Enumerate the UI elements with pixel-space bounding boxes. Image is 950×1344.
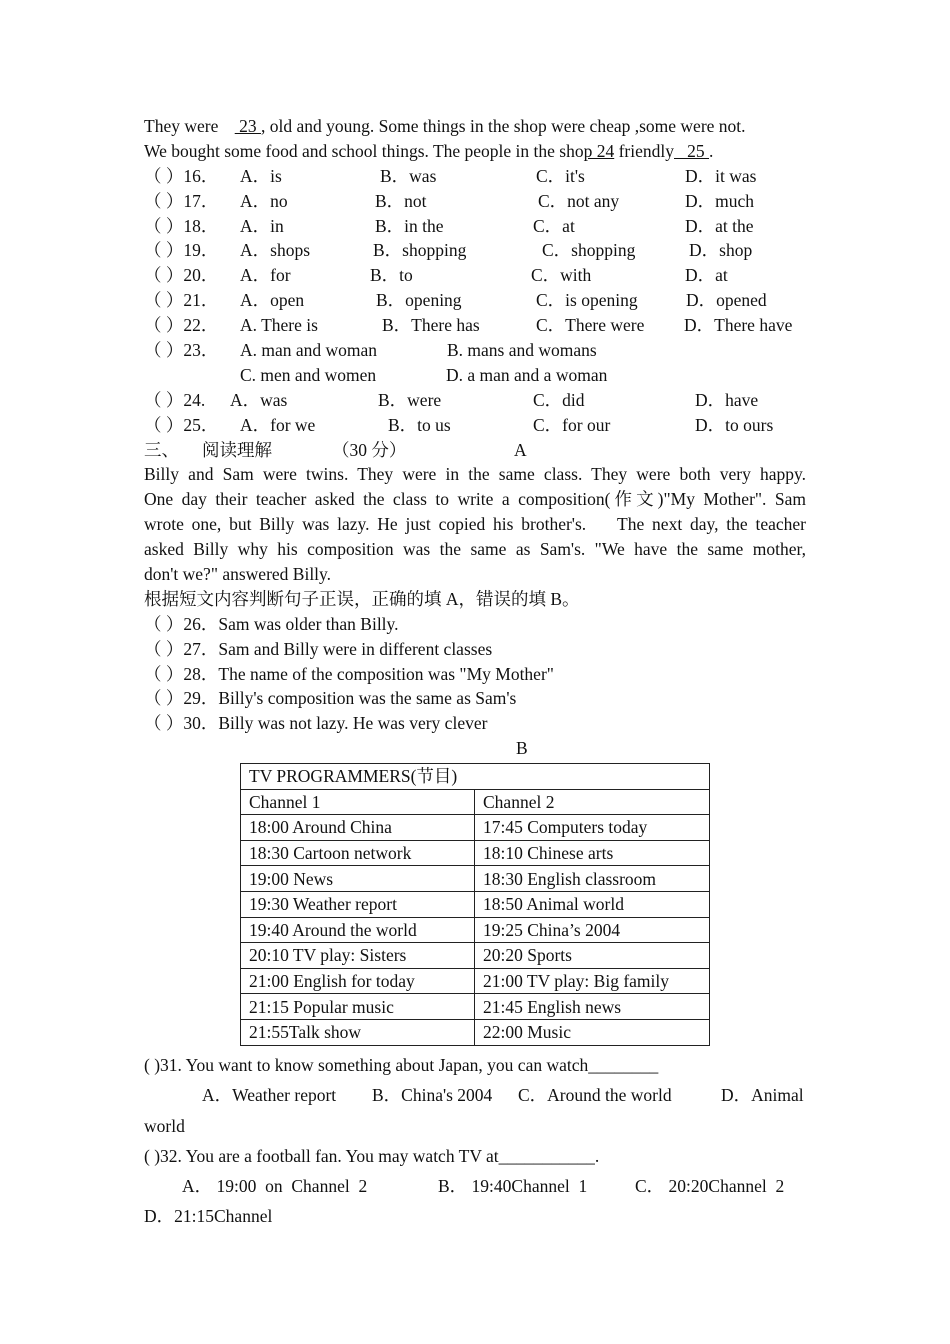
exam-page bbox=[144, 114, 806, 1227]
channel-1-cell: 18:00 Around China bbox=[241, 815, 475, 841]
option-a: A．was bbox=[230, 389, 288, 410]
question-number: （ ）19． bbox=[144, 240, 219, 261]
option-b: B．was bbox=[380, 165, 437, 186]
question-number: （ ）17． bbox=[144, 190, 219, 211]
option-c: C．for our bbox=[533, 414, 611, 435]
question-32-options bbox=[144, 1171, 806, 1201]
table-row bbox=[241, 994, 710, 1020]
option-a: A. There is bbox=[240, 315, 318, 336]
question-20 bbox=[144, 263, 806, 288]
question-32-stem: ( )32. You are a football fan. You may watch TV at___________. bbox=[144, 1145, 600, 1166]
question-31-stem: ( )31. You want to know something about Japan, you can watch________ bbox=[144, 1055, 659, 1075]
channel-1-cell: 19:00 News bbox=[241, 866, 475, 892]
question-24 bbox=[144, 388, 806, 413]
option-c: C．Around the world bbox=[518, 1085, 672, 1106]
blank-25: 25 bbox=[674, 140, 709, 161]
question-31-wrap: world bbox=[144, 1115, 185, 1136]
option-c: C．is opening bbox=[536, 290, 638, 311]
passage-a-line: asked Billy why his composition was the same as Sam's. "We have the same mother, bbox=[144, 539, 806, 560]
cloze-question-list bbox=[144, 164, 806, 338]
channel-2-cell: 19:25 China’s 2004 bbox=[475, 917, 710, 943]
table-row bbox=[241, 968, 710, 994]
option-d: D．have bbox=[695, 389, 759, 410]
table-row bbox=[241, 891, 710, 917]
option-d: D．opened bbox=[686, 290, 767, 311]
option-b: B．were bbox=[378, 389, 442, 410]
question-23 bbox=[144, 338, 806, 363]
question-number: （ ）22． bbox=[144, 315, 219, 336]
channel-2-cell: 20:20 Sports bbox=[475, 943, 710, 969]
tf-question-28: （ ）28．The name of the composition was "My Mother" bbox=[144, 663, 554, 684]
questions-31-32 bbox=[144, 1050, 806, 1232]
option-c: C. men and women bbox=[240, 364, 377, 385]
option-a: A．for bbox=[240, 265, 291, 286]
channel-2-cell: 18:30 English classroom bbox=[475, 866, 710, 892]
blank-24: p 24 bbox=[583, 140, 615, 161]
option-a: A．open bbox=[240, 290, 305, 311]
option-d: D．at bbox=[685, 265, 728, 286]
option-a: A．no bbox=[240, 190, 288, 211]
passage-text: , old and young. Some things in the shop were cheap ,some were not. bbox=[260, 116, 746, 136]
option-c: C．it's bbox=[536, 165, 585, 186]
part-b-label: B bbox=[516, 738, 528, 759]
question-25 bbox=[144, 413, 806, 438]
option-b: B．shopping bbox=[373, 240, 467, 261]
question-number: （ ）24. bbox=[144, 389, 206, 410]
channel-1-cell: 19:40 Around the world bbox=[241, 917, 475, 943]
option-c: C．with bbox=[531, 265, 592, 286]
question-number: （ ）23． bbox=[144, 340, 219, 361]
option-b: B．opening bbox=[376, 290, 462, 311]
column-header: Channel 1 bbox=[241, 789, 475, 815]
channel-2-cell: 18:10 Chinese arts bbox=[475, 840, 710, 866]
table-row bbox=[241, 840, 710, 866]
option-a: A. man and woman bbox=[240, 340, 378, 361]
option-a: A．Weather report bbox=[202, 1085, 337, 1106]
section-3-heading bbox=[144, 438, 806, 463]
passage-a-line: don't we?" answered Billy. bbox=[144, 564, 332, 585]
tf-question-27: （ ）27．Sam and Billy were in different classes bbox=[144, 638, 493, 659]
question-21 bbox=[144, 288, 806, 313]
option-d: D．Animal bbox=[721, 1085, 804, 1106]
table-row bbox=[241, 917, 710, 943]
channel-1-cell: 21:55Talk show bbox=[241, 1019, 475, 1045]
question-number: （ ）20． bbox=[144, 265, 219, 286]
passage-text: . bbox=[709, 140, 714, 161]
channel-1-cell: 21:15 Popular music bbox=[241, 994, 475, 1020]
channel-2-cell: 21:00 TV play: Big family bbox=[475, 968, 710, 994]
passage-line-1 bbox=[144, 114, 806, 139]
question-32-wrap bbox=[144, 1201, 806, 1231]
option-a: A．for we bbox=[240, 414, 316, 435]
question-16 bbox=[144, 164, 806, 189]
section-score: （30 分） bbox=[332, 439, 407, 460]
column-header: Channel 2 bbox=[475, 789, 710, 815]
part-a-label: A bbox=[514, 439, 527, 460]
option-a: A．is bbox=[240, 165, 282, 186]
section-title: 阅读理解 bbox=[202, 439, 272, 460]
question-number: （ ）25． bbox=[144, 414, 219, 435]
tf-question-30: （ ）30．Billy was not lazy. He was very clever bbox=[144, 713, 488, 734]
passage-a-line: One day their teacher asked the class to write a composition(作文)"My Mother". Sam bbox=[144, 489, 806, 510]
passage-a-line: Billy and Sam were twins. They were in the same class. They were both very happy. bbox=[144, 464, 806, 485]
channel-2-cell: 17:45 Computers today bbox=[475, 815, 710, 841]
option-c: C．There were bbox=[536, 315, 645, 336]
option-b: B．to bbox=[370, 265, 413, 286]
table-header-row bbox=[241, 789, 710, 815]
option-a: A． 19:00 on Channel 2 bbox=[182, 1176, 368, 1197]
channel-1-cell: 20:10 TV play: Sisters bbox=[241, 943, 475, 969]
question-19 bbox=[144, 238, 806, 263]
option-d: D．much bbox=[685, 190, 755, 211]
table-title-row bbox=[241, 764, 710, 790]
option-c: C．not any bbox=[538, 190, 620, 211]
channel-2-cell: 21:45 English news bbox=[475, 994, 710, 1020]
option-d: D．shop bbox=[689, 240, 753, 261]
tf-instruction: 根据短文内容判断句子正误，正确的填 A，错误的填 B。 bbox=[144, 588, 580, 609]
option-d: D. a man and a woman bbox=[446, 364, 608, 385]
option-d: D．to ours bbox=[695, 414, 774, 435]
option-b: B．in the bbox=[375, 215, 444, 236]
option-d: D．it was bbox=[685, 165, 757, 186]
tf-question-29: （ ）29．Billy's composition was the same as Sam's bbox=[144, 688, 517, 709]
option-d: D．at the bbox=[685, 215, 754, 236]
table-row bbox=[241, 815, 710, 841]
channel-1-cell: 18:30 Cartoon network bbox=[241, 840, 475, 866]
question-17 bbox=[144, 189, 806, 214]
channel-1-cell: 21:00 English for today bbox=[241, 968, 475, 994]
channel-2-cell: 22:00 Music bbox=[475, 1019, 710, 1045]
question-number: （ ）16． bbox=[144, 165, 219, 186]
option-c: C．shopping bbox=[542, 240, 636, 261]
table-title: TV PROGRAMMERS(节目) bbox=[241, 764, 710, 790]
passage-text: They were bbox=[144, 116, 219, 136]
option-b: B．China's 2004 bbox=[372, 1085, 493, 1106]
channel-1-cell: 19:30 Weather report bbox=[241, 891, 475, 917]
question-31-options bbox=[144, 1080, 806, 1110]
option-b: B． 19:40Channel 1 bbox=[438, 1176, 588, 1197]
passage-a-line: wrote one, but Billy was lazy. He just copied his brother's. The next day, the teacher bbox=[144, 514, 806, 535]
option-b: B. mans and womans bbox=[447, 340, 597, 361]
passage-line-2 bbox=[144, 139, 806, 164]
table-row bbox=[241, 1019, 710, 1045]
blank-23: 23 bbox=[234, 116, 261, 136]
question-23-cont bbox=[144, 363, 806, 388]
table-row bbox=[241, 943, 710, 969]
option-b: B．There has bbox=[382, 315, 480, 336]
tv-programme-table bbox=[240, 763, 710, 1046]
table-row bbox=[241, 866, 710, 892]
question-22 bbox=[144, 313, 806, 338]
passage-text: friendly bbox=[614, 140, 674, 161]
option-b: B．not bbox=[375, 190, 427, 211]
option-a: A．in bbox=[240, 215, 284, 236]
question-number: （ ）21． bbox=[144, 290, 219, 311]
option-c: C． 20:20Channel 2 bbox=[635, 1176, 785, 1197]
option-d: D．21:15Channel bbox=[144, 1206, 273, 1227]
section-index: 三、 bbox=[144, 439, 179, 460]
option-c: C．at bbox=[533, 215, 575, 236]
option-c: C．did bbox=[533, 389, 585, 410]
option-a: A．shops bbox=[240, 240, 311, 261]
question-18 bbox=[144, 214, 806, 239]
option-b: B．to us bbox=[388, 414, 451, 435]
option-d: D．There have bbox=[684, 315, 793, 336]
passage-text: We bought some food and school things. The people in the sho bbox=[144, 140, 584, 161]
channel-2-cell: 18:50 Animal world bbox=[475, 891, 710, 917]
question-number: （ ）18． bbox=[144, 215, 219, 236]
tf-question-26: （ ）26．Sam was older than Billy. bbox=[144, 613, 399, 634]
